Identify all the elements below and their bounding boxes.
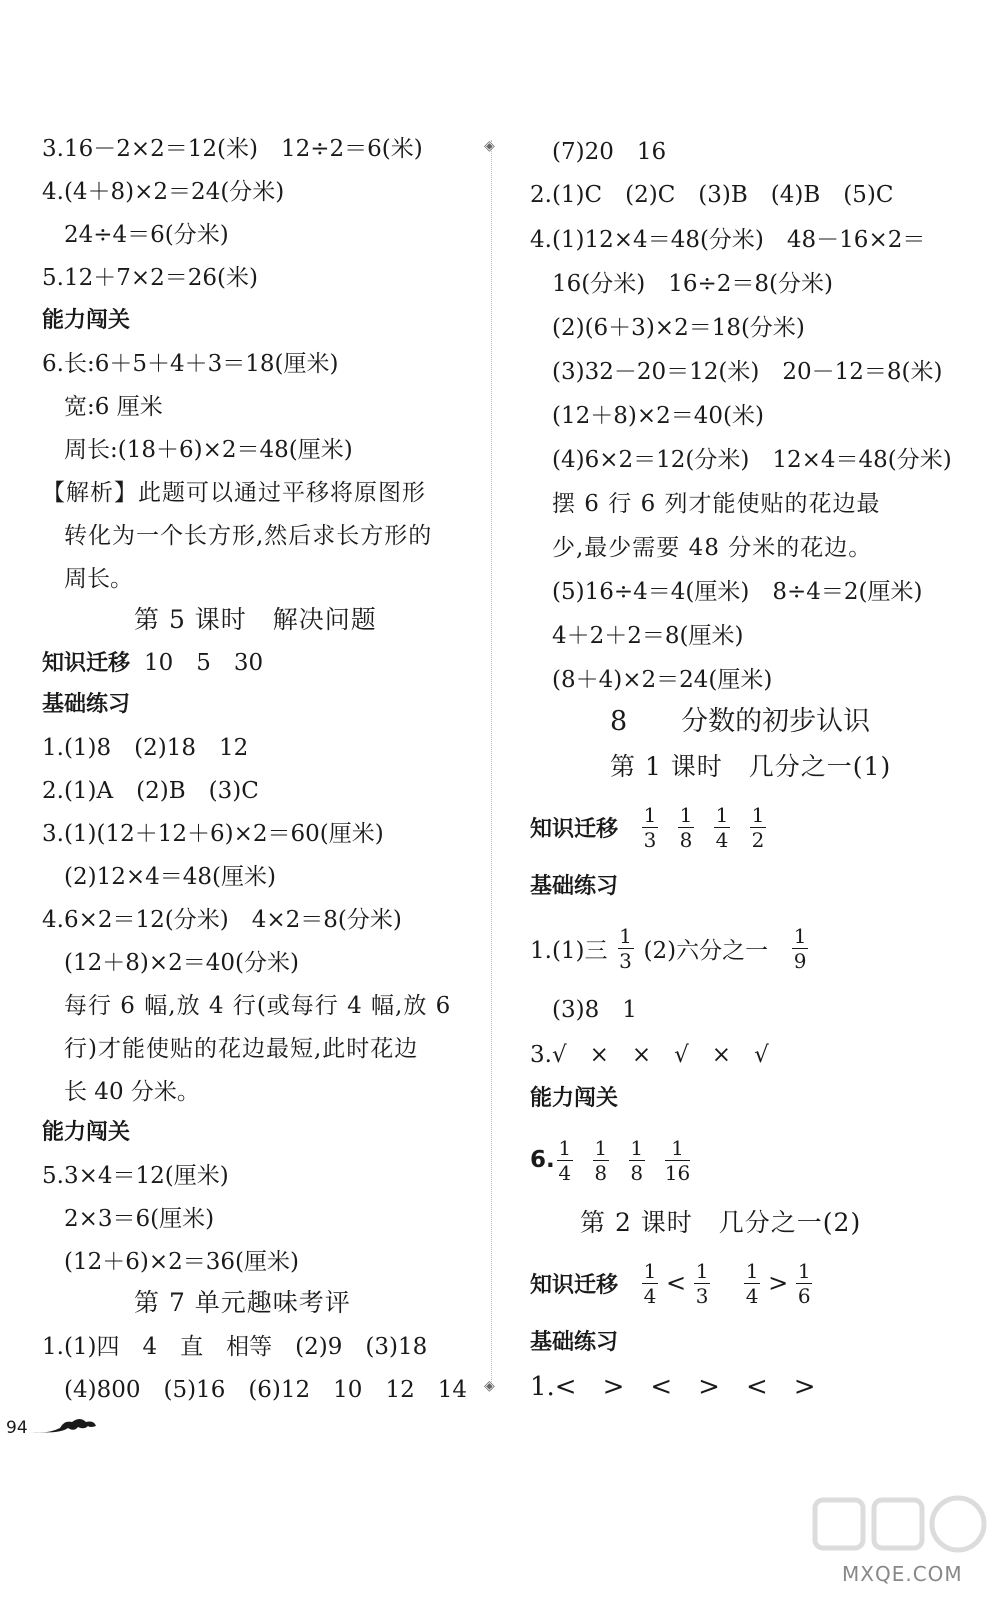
column-divider [491,140,493,1390]
answer-line: 4.(1)12×4＝48(分米) 48－16×2＝ [530,227,926,253]
fraction: $\frac{1}{4}$ [558,1135,572,1185]
answer-line: 1.(1)四 4 直 相等 (2)9 (3)18 [42,1334,428,1360]
fraction: $\frac{1}{4}$ [715,802,729,852]
fraction: $\frac{1}{8}$ [594,1135,608,1185]
answer-line: 2.(1)A (2)B (3)C [42,778,259,804]
answer-line: (7)20 16 [552,139,667,165]
answer-line: (5)16÷4＝4(厘米) 8÷4＝2(厘米) [552,579,923,605]
answer-line: (4)6×2＝12(分米) 12×4＝48(分米) [552,447,952,473]
answer-line: 24÷4＝6(分米) [64,222,229,248]
answer-line: (3)8 1 [552,997,637,1023]
answer-line: 2×3＝6(厘米) [64,1206,215,1232]
less-than-sign: < [666,1269,687,1297]
unit-title: 第 7 单元趣味考评 [134,1288,351,1317]
greater-than-sign: > [768,1269,789,1297]
section-heading: 能力闯关 [42,1120,131,1145]
fraction: $\frac{1}{9}$ [793,923,807,973]
section-heading: 能力闯关 [42,308,131,333]
answer-line: (12＋6)×2＝36(厘米) [64,1249,299,1275]
answer-line: 3.16－2×2＝12(米) 12÷2＝6(米) [42,136,423,162]
section-heading: 基础练习 [530,1330,619,1355]
page-number: 94 [6,1418,28,1438]
answer-line: 1.< > < > < > [530,1372,816,1402]
cloud-ornament-icon [30,1412,100,1438]
divider-ornament-icon: ◈ [484,1378,495,1394]
answer-line: 摆 6 行 6 列才能使贴的花边最 [552,491,881,517]
answer-line: 2.(1)C (2)C (3)B (4)B (5)C [530,182,894,208]
answer-line: (3)32－20＝12(米) 20－12＝8(米) [552,359,943,385]
lesson-title: 第 1 课时 几分之一(1) [610,752,892,781]
answer-line: 宽:6 厘米 [64,394,163,420]
fraction: $\frac{1}{4}$ [745,1258,759,1308]
answer-line: 5.12＋7×2＝26(米) [42,265,258,291]
answer-text: (2)六分之一 [643,937,769,964]
answer-row [530,1130,700,1190]
answer-line: 行)才能使贴的花边最短,此时花边 [64,1036,419,1062]
section-row [42,648,263,678]
answer-line: (2)12×4＝48(厘米) [64,864,276,890]
answer-line: (2)(6＋3)×2＝18(分米) [552,315,805,341]
answer-row [530,918,818,978]
question-number: 6. [530,1147,555,1173]
watermark-text: MXQE.COM [842,1562,963,1586]
answer-line: 3.(1)(12＋12＋6)×2＝60(厘米) [42,821,384,847]
answer-text: 1.(1)三 [530,937,608,964]
fraction: $\frac{1}{8}$ [679,802,693,852]
answer-line: 4.(4＋8)×2＝24(分米) [42,179,285,205]
section-heading: 知识迁移 [530,816,619,842]
answer-line: 6.长:6＋5＋4＋3＝18(厘米) [42,351,339,377]
lesson-title: 第 5 课时 解决问题 [134,605,377,634]
fraction: $\frac{1}{3}$ [695,1258,709,1308]
fraction: $\frac{1}{2}$ [751,802,765,852]
answer-line: (8＋4)×2＝24(厘米) [552,667,773,693]
fraction: $\frac{1}{3}$ [619,923,632,973]
answer-line: 周长:(18＋6)×2＝48(厘米) [64,437,353,463]
section-heading: 基础练习 [42,692,131,717]
knowledge-transfer-row [530,797,776,857]
answer-line: 3.√ × × √ × √ [530,1042,769,1068]
answer-line: 每行 6 幅,放 4 行(或每行 4 幅,放 6 [64,993,452,1019]
analysis-text: 【解析】此题可以通过平移将原图形 [42,480,426,506]
lesson-title: 第 2 课时 几分之一(2) [580,1208,862,1237]
answer-line: (12＋8)×2＝40(米) [552,403,764,429]
answer-line: 长 40 分米。 [64,1079,200,1105]
knowledge-transfer-row [530,1253,822,1313]
answer-line: (4)800 (5)16 (6)12 10 12 14 [64,1377,467,1403]
answer-line: 4.6×2＝12(分米) 4×2＝8(分米) [42,907,402,933]
fraction: $\frac{1}{4}$ [643,1258,657,1308]
analysis-text: 转化为一个长方形,然后求长方形的 [64,523,433,549]
section-heading: 知识迁移 [42,651,131,676]
answer-line: 5.3×4＝12(厘米) [42,1163,229,1189]
unit-title: 8 分数的初步认识 [610,706,871,737]
analysis-text: 周长。 [64,566,133,592]
section-heading: 知识迁移 [530,1272,619,1298]
section-heading: 能力闯关 [530,1086,619,1111]
fraction: $\frac{1}{16}$ [664,1135,691,1185]
fraction: $\frac{1}{8}$ [630,1135,644,1185]
answer-line: 4＋2＋2＝8(厘米) [552,623,744,649]
answer-line: (12＋8)×2＝40(分米) [64,950,299,976]
answer-values: 10 5 30 [144,650,264,676]
fraction: $\frac{1}{3}$ [643,802,657,852]
divider-ornament-icon: ◈ [484,138,495,154]
section-heading: 基础练习 [530,874,619,899]
answer-line: 1.(1)8 (2)18 12 [42,735,249,761]
fraction: $\frac{1}{6}$ [797,1258,811,1308]
answer-line: 少,最少需要 48 分米的花边。 [552,535,873,561]
answer-line: 16(分米) 16÷2＝8(分米) [552,271,833,297]
